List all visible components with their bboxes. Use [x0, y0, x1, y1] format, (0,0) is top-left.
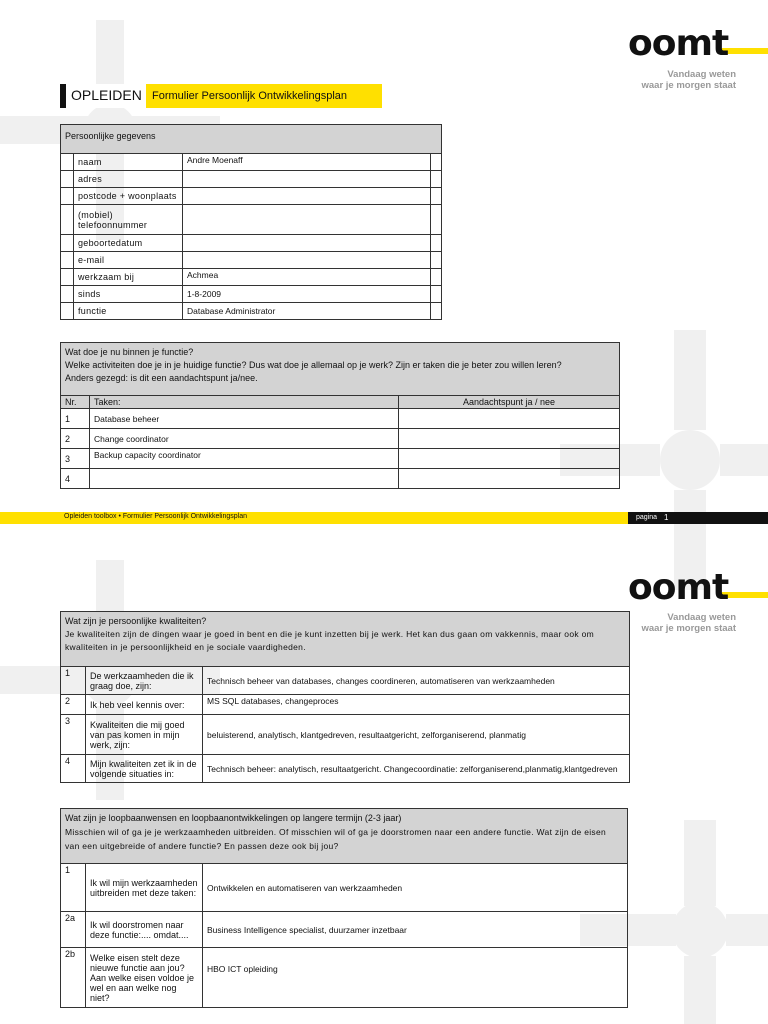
row-value[interactable] — [183, 171, 431, 188]
quality-nr: 1 — [61, 667, 86, 695]
career-label: Ik wil doorstromen naar deze functie:.... omdat.... — [86, 912, 203, 948]
col-attention-header: Aandachtspunt ja / nee — [399, 396, 620, 409]
attention-cell[interactable] — [399, 449, 620, 469]
attention-cell[interactable] — [399, 469, 620, 489]
career-question: Wat zijn je loopbaanwensen en loopbaanontwikkelingen op langere termijn (2-3 jaar) — [65, 813, 402, 823]
row-value[interactable] — [183, 252, 431, 269]
page-footer — [0, 512, 768, 524]
row-label: sinds — [74, 286, 183, 303]
tasks-table — [60, 342, 620, 489]
task-value[interactable]: Database beheer — [90, 409, 399, 429]
career-value[interactable]: Ontwikkelen en automatiseren van werkzaamheden — [203, 864, 628, 912]
row-label: geboortedatum — [74, 235, 183, 252]
row-value[interactable]: 1-8-2009 — [183, 286, 431, 303]
task-nr: 3 — [61, 449, 90, 469]
task-nr: 2 — [61, 429, 90, 449]
row-label: adres — [74, 171, 183, 188]
row-label: postcode + woonplaats — [74, 188, 183, 205]
row-label: werkzaam bij — [74, 269, 183, 286]
row-value[interactable]: Achmea — [183, 269, 431, 286]
logo-bar — [722, 48, 768, 54]
tasks-note: Anders gezegd: is dit een aandachtspunt ja/nee. — [65, 373, 258, 383]
career-nr: 2b — [61, 948, 86, 1008]
quality-nr: 4 — [61, 755, 86, 783]
form-header — [60, 84, 382, 108]
personal-title: Persoonlijke gegevens — [61, 125, 442, 154]
attention-cell[interactable] — [399, 409, 620, 429]
row-value[interactable] — [183, 235, 431, 252]
career-nr: 1 — [61, 864, 86, 912]
career-label: Welke eisen stelt deze nieuwe functie aan jou? Aan welke eisen voldoe je wel en aan welke nog niet? — [86, 948, 203, 1008]
quality-nr: 3 — [61, 715, 86, 755]
page-label: pagina — [636, 514, 658, 521]
quality-label: Kwaliteiten die mij goed van pas komen in mijn werk, zijn: — [86, 715, 203, 755]
quality-value[interactable]: Technisch beheer: analytisch, resultaatgericht. Changecoordinatie: zelforganiserend,planmatig,klantgedreven — [203, 755, 630, 783]
col-nr-header: Nr. — [61, 396, 90, 409]
row-label: functie — [74, 303, 183, 320]
career-nr: 2a — [61, 912, 86, 948]
task-value[interactable] — [90, 469, 399, 489]
career-value[interactable]: Business Intelligence specialist, duurzamer inzetbaar — [203, 912, 628, 948]
quality-label: Ik heb veel kennis over: — [86, 695, 203, 715]
row-label: e-mail — [74, 252, 183, 269]
career-value[interactable]: HBO ICT opleiding — [203, 948, 628, 1008]
section-label: OPLEIDEN — [71, 87, 142, 103]
quality-label: Mijn kwaliteiten zet ik in de volgende situaties in: — [86, 755, 203, 783]
page-number: 1 — [664, 513, 669, 522]
personal-data-table — [60, 124, 442, 320]
row-label: (mobiel) telefoonnummer — [74, 205, 183, 235]
qualities-table — [60, 611, 630, 783]
qualities-explanation: Je kwaliteiten zijn de dingen waar je goed in bent en die je kunt inzetten bij je werk. Het kan dus gaan om vakkennis, maar ook om kwaliteiten in je persoonlijkheid en je sociale vaardigheden. — [65, 629, 594, 652]
attention-cell[interactable] — [399, 429, 620, 449]
task-value[interactable]: Change coordinator — [90, 429, 399, 449]
tasks-question: Wat doe je nu binnen je functie? — [65, 347, 194, 357]
career-label: Ik wil mijn werkzaamheden uitbreiden met deze taken: — [86, 864, 203, 912]
career-explanation: Misschien wil of ga je je werkzaamheden uitbreiden. Of misschien wil of ga je doorstromen naar een andere functie. Wat zijn de eisen van een uitgebreide of andere functie? En passen deze ook bij jou? — [65, 827, 607, 851]
logo-tagline: Vandaag weten waar je morgen staat — [641, 69, 736, 91]
form-title: Formulier Persoonlijk Ontwikkelingsplan — [152, 90, 348, 102]
career-table — [60, 808, 628, 1008]
row-value[interactable]: Database Administrator — [183, 303, 431, 320]
tasks-explanation: Welke activiteiten doe je in je huidige functie? Dus wat doe je allemaal op je werk? Zijn er taken die je beter zou willen leren? — [65, 360, 562, 370]
logo: oomt — [628, 23, 729, 64]
quality-value[interactable]: beluisterend, analytisch, klantgedreven, resultaatgericht, zelforganiserend, planmatig — [203, 715, 630, 755]
logo-2: oomt — [628, 567, 729, 608]
quality-value[interactable]: Technisch beheer van databases, changes coordineren, automatiseren van werkzaamheden — [203, 667, 630, 695]
logo-tagline-2: Vandaag weten waar je morgen staat — [641, 612, 736, 634]
quality-nr: 2 — [61, 695, 86, 715]
row-value[interactable] — [183, 205, 431, 235]
task-value[interactable]: Backup capacity coordinator — [90, 449, 399, 469]
quality-label: De werkzaamheden die ik graag doe, zijn: — [86, 667, 203, 695]
page-indicator — [628, 512, 768, 524]
quality-value[interactable]: MS SQL databases, changeproces — [203, 695, 630, 715]
logo-bar-2 — [722, 592, 768, 598]
qualities-question: Wat zijn je persoonlijke kwaliteiten? — [65, 616, 207, 626]
row-label: naam — [74, 154, 183, 171]
task-nr: 4 — [61, 469, 90, 489]
task-nr: 1 — [61, 409, 90, 429]
row-value[interactable]: Andre Moenaff — [183, 154, 431, 171]
col-task-header: Taken: — [90, 396, 399, 409]
footer-text: Opleiden toolbox • Formulier Persoonlijk Ontwikkelingsplan — [64, 513, 247, 520]
row-value[interactable] — [183, 188, 431, 205]
